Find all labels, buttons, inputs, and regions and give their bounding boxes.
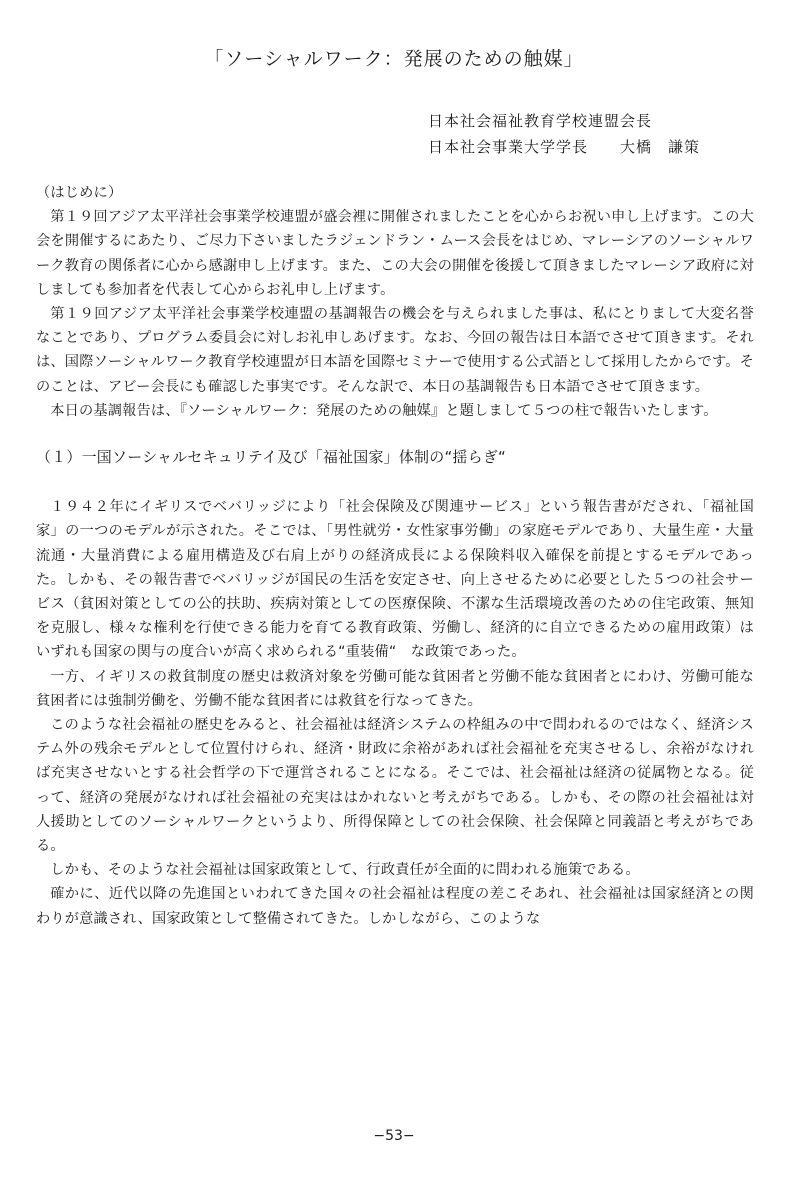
author-affiliation: 日本社会福祉教育学校連盟会長 (428, 112, 653, 130)
page-number: −53− (373, 1128, 415, 1144)
intro-paragraph: 本日の基調報告は、『ソーシャルワーク：発展のための触媒』と題しまして５つの柱で報告いたします。 (50, 402, 718, 419)
intro-paragraph: 第１９回アジア太平洋社会事業学校連盟の基調報告の機会を与えられました事は、私にとりまして大変名誉なことであり、プログラム委員会に対しお礼申しあげます。なお、今回の報告は日本語でさせて頂きます。それは、国際ソーシャルワーク教育学校連盟が日本語を国際セミナーで使用する公式語として採用したからです。そのことは、アビー会長にも確認した事実です。そんな訳で、本日の基調報告も日本語でさせて頂きます。 (36, 306, 754, 395)
document-body (36, 181, 754, 931)
section-1-heading: （１）一国ソーシャルセキュリテイ及び「福祉国家」体制の“揺らぎ“ (36, 448, 506, 467)
intro-heading: （はじめに） (36, 185, 123, 201)
section-1-paragraph: 確かに、近代以降の先進国といわれてきた国々の社会福祉は程度の差こそあれ、社会福祉は国家経済との関わりが意識され、国家政策として整備されてきた。しかしながら、このような (36, 886, 754, 927)
section-1-paragraph: しかも、そのような社会福祉は国家政策として、行政責任が全面的に問われる施策である。 (50, 862, 640, 879)
author-name: 日本社会事業大学学長 大橋 謙策 (428, 138, 701, 156)
page-title: 「ソーシャルワーク：発展のための触媒」 (204, 48, 584, 70)
section-1-paragraph: 一方、イギリスの救貧制度の歴史は救済対象を労働可能な貧困者と労働不能な貧困者とにわけ、労働可能な貧困者には強制労働を、労働不能な貧困者には救貧を行なってきた。 (36, 668, 754, 709)
section-1-paragraph: このような社会福祉の歴史をみると、社会福祉は経済システムの枠組みの中で問われるのではなく、経済システム外の残余モデルとして位置付けられ、経済・財政に余裕があれば社会福祉を充実させるし、余裕がなければ充実させないとする社会哲学の下で運営されることになる。そこでは、社会福祉は経済の従属物となる。従って、経済の発展がなければ社会福祉の充実ははかれないと考えがちである。しかも、その際の社会福祉は対人援助としてのソーシャルワークというより、所得保障としての社会保険、社会保障と同義語と考えがちである。 (36, 717, 754, 855)
intro-paragraph: 第１９回アジア太平洋社会事業学校連盟が盛会裡に開催されましたことを心からお祝い申し上げます。この大会を開催するにあたり、ご尽力下さいましたラジェンドラン・ムース会長をはじめ、マレーシアのソーシャルワーク教育の関係者に心から感謝申し上げます。また、この大会の開催を後援して頂きましたマレーシア政府に対しましても参加者を代表して心からお礼申し上げます。 (36, 209, 754, 298)
section-1-paragraph: １９４２年にイギリスでベバリッジにより「社会保険及び関連サービス」という報告書がだされ、「福祉国家」の一つのモデルが示された。そこでは、「男性就労・女性家事労働」の家庭モデルであり、大量生産・大量流通・大量消費による雇用構造及び右肩上がりの経済成長による保険料収入確保を前提とするモデルであった。しかも、その報告書でベバリッジが国民の生活を安定させ、向上させるために必要とした５つの社会サービス（貧困対策としての公的扶助、疾病対策としての医療保険、不潔な生活環境改善のための住宅政策、無知を克服し、様々な権利を行使できる能力を育てる教育政策、労働し、経済的に自立できるための雇用政策）はいずれも国家の関与の度合いが高く求められる“重装備“ な政策であった。 (36, 499, 754, 661)
